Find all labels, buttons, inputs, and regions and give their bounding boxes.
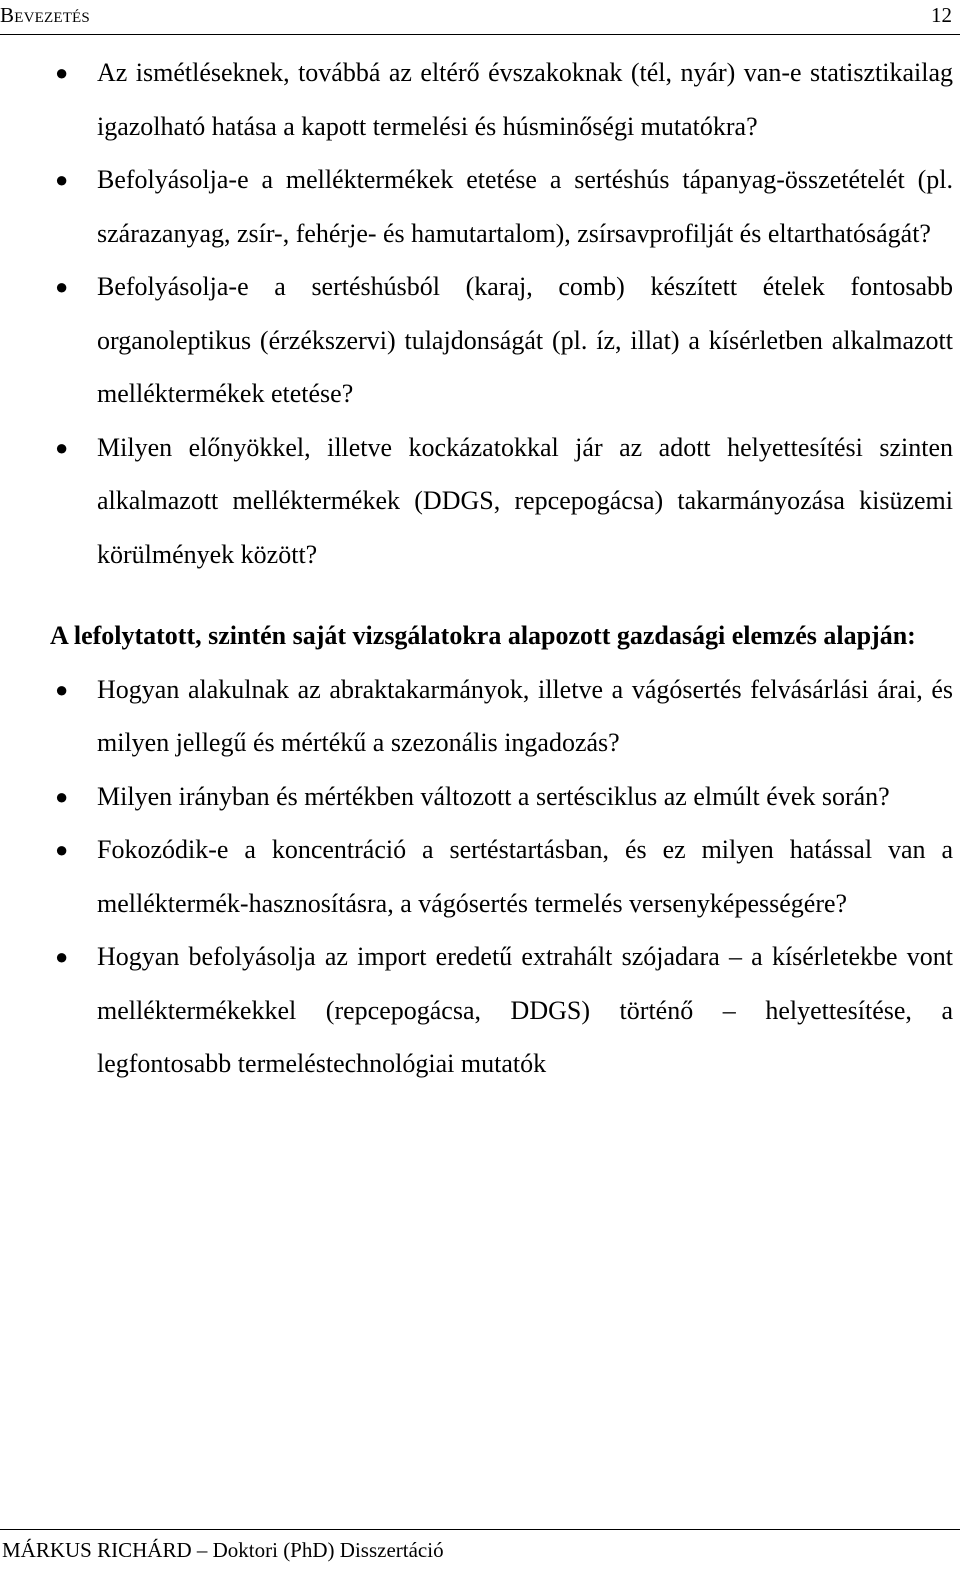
list-item	[50, 823, 953, 930]
bullet-icon: ●	[55, 837, 69, 862]
bullet-icon: ●	[55, 60, 69, 85]
page-footer	[0, 1529, 960, 1570]
list-item-text: Befolyásolja-e a melléktermékek etetése a sertéshús tápanyag-összetételét (pl. szárazanyag, zsír-, fehérje- és hamutartalom), zsírsavprofilját és eltarthatóságát?	[97, 165, 953, 248]
research-questions-list	[50, 46, 953, 581]
section-heading: A lefolytatott, szintén saját vizsgálatokra alapozott gazdasági elemzés alapján:	[50, 621, 916, 650]
bullet-icon: ●	[55, 434, 69, 460]
bullet-icon: ●	[55, 944, 69, 969]
economic-questions-list	[50, 663, 953, 1091]
list-item-text: Az ismétléseknek, továbbá az eltérő évszakoknak (tél, nyár) van-e statisztikailag igazolható hatása a kapott termelési és húsminőségi mutatókra?	[97, 58, 953, 141]
list-item	[50, 46, 953, 153]
footer-author: MÁRKUS RICHÁRD – Doktori (PhD) Disszertáció	[2, 1538, 444, 1562]
page-body	[50, 46, 953, 1091]
list-item	[50, 930, 953, 1091]
page-header	[0, 0, 960, 35]
list-item-text: Befolyásolja-e a sertéshúsból (karaj, comb) készített ételek fontosabb organoleptikus (érzékszervi) tulajdonságát (pl. íz, illat) a kísérletben alkalmazott melléktermékek etetése?	[97, 272, 953, 408]
page-number: 12	[931, 3, 952, 27]
list-item-text: Milyen előnyökkel, illetve kockázatokkal jár az adott helyettesítési szinten alkalmazott melléktermékek (DDGS, repcepogácsa) takarmányozása kisüzemi körülmények között?	[97, 432, 953, 569]
bullet-icon: ●	[55, 783, 69, 809]
list-item-text: Hogyan alakulnak az abraktakarmányok, illetve a vágósertés felvásárlási árai, és milyen jellegű és mértékű a szezonális ingadozás?	[97, 674, 953, 757]
chapter-title: Bevezetés	[0, 3, 90, 27]
list-item	[50, 770, 953, 824]
bullet-icon: ●	[55, 167, 69, 192]
list-item	[50, 260, 953, 421]
bullet-icon: ●	[55, 274, 69, 299]
list-item-text: Hogyan befolyásolja az import eredetű extrahált szójadara – a kísérletekbe vont melléktermékekkel (repcepogácsa, DDGS) történő – helyettesítése, a legfontosabb termeléstechnológiai mutatók	[97, 942, 953, 1078]
list-item	[50, 663, 953, 770]
list-item	[50, 421, 953, 582]
list-item	[50, 153, 953, 260]
list-item-text: Fokozódik-e a koncentráció a sertéstartásban, és ez milyen hatással van a melléktermék-hasznosításra, a vágósertés termelés versenyképességére?	[97, 835, 953, 918]
bullet-icon: ●	[55, 676, 69, 702]
list-item-text: Milyen irányban és mértékben változott a sertésciklus az elmúlt évek során?	[97, 781, 890, 811]
